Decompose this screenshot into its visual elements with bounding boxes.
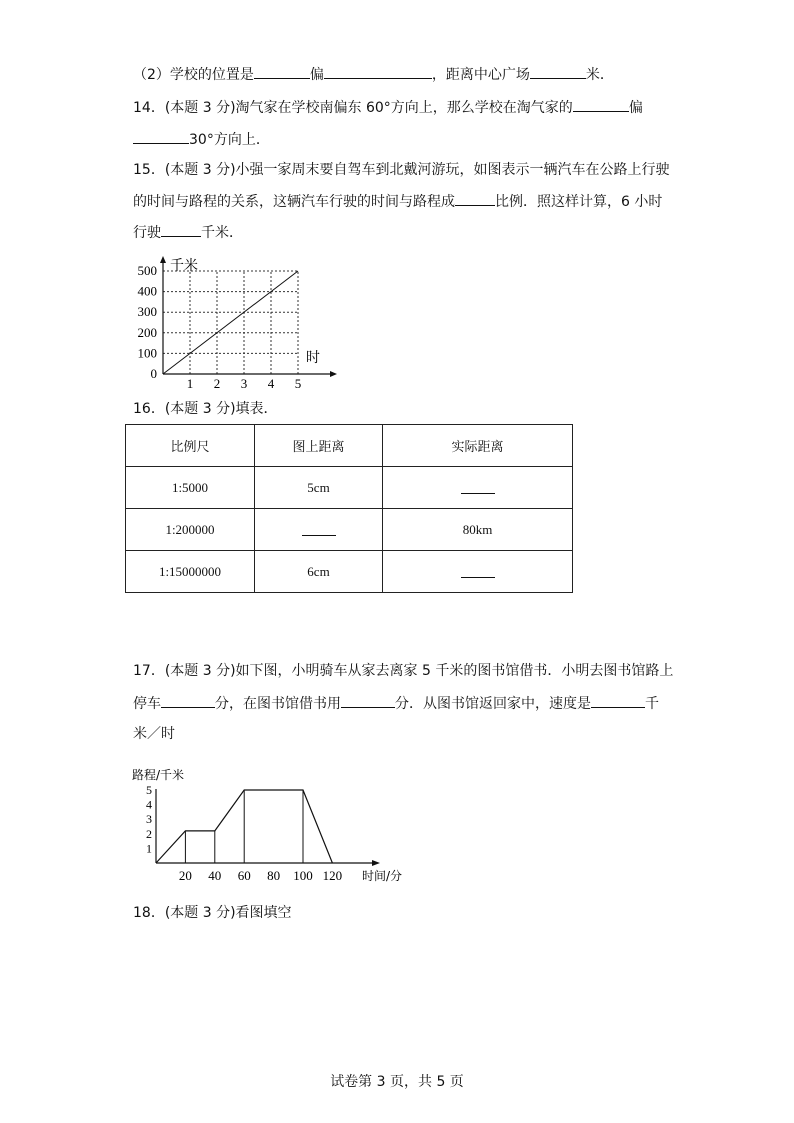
vertical-guides (185, 790, 303, 863)
q17-text2a: 停车 (133, 696, 161, 712)
y-axis-arrow (160, 256, 166, 263)
table-cell: 1:5000 (126, 467, 255, 509)
table-cell: 5cm (255, 467, 383, 509)
answer-blank[interactable] (161, 222, 201, 237)
q15-line2 (133, 191, 662, 212)
q17-line2 (133, 693, 659, 714)
q13-2-line (133, 64, 614, 85)
page-footer: 试卷第 3 页，共 5 页 (330, 1074, 464, 1090)
data-line (163, 271, 298, 374)
x-tick-label: 120 (322, 868, 343, 883)
answer-blank[interactable] (591, 693, 645, 708)
answer-blank[interactable] (573, 97, 629, 112)
q14-text2: 30°方向上． (189, 132, 270, 148)
y-tick-label: 5 (146, 783, 152, 797)
x-axis-label: 时 (306, 351, 320, 366)
answer-blank[interactable] (530, 64, 586, 79)
table-row (126, 467, 573, 509)
answer-cell[interactable] (383, 551, 573, 593)
q13-2-prefix: （2）学校的位置是 (133, 67, 254, 83)
y-tick-label: 100 (137, 345, 157, 361)
q15-line1 (133, 160, 670, 180)
table-cell: 1:200000 (126, 509, 255, 551)
x-tick-label: 100 (293, 868, 313, 883)
header-cell: 实际距离 (383, 425, 573, 467)
library-trip-chart (128, 765, 413, 887)
answer-blank[interactable] (341, 693, 395, 708)
q15-line3 (133, 222, 243, 243)
answer-blank[interactable] (302, 523, 336, 536)
answer-cell[interactable] (383, 467, 573, 509)
q14-text: 14．(本题 3 分)淘气家在学校南偏东 60°方向上，那么学校在淘气家的 (133, 100, 573, 116)
x-tick-label: 60 (237, 868, 251, 883)
answer-blank[interactable] (461, 481, 495, 494)
x-tick-label: 4 (267, 376, 275, 388)
q17-line3 (133, 724, 175, 744)
x-axis-arrow (330, 371, 337, 377)
x-tick-labels (179, 868, 342, 883)
y-tick-label: 4 (146, 797, 152, 812)
q17-line1 (133, 661, 673, 681)
q14-line1 (133, 97, 643, 118)
q16-title: 16．(本题 3 分)填表． (133, 401, 278, 417)
y-tick-labels (138, 263, 158, 381)
q15-text2b: 比例．照这样计算，6 小时 (495, 194, 663, 210)
q14-line2 (133, 129, 270, 150)
y-tick-label: 1 (146, 841, 152, 856)
answer-blank[interactable] (461, 565, 495, 578)
y-tick-label: 0 (150, 366, 157, 381)
x-tick-label: 5 (294, 376, 302, 388)
q18-text: 18．(本题 3 分)看图填空 (133, 905, 292, 921)
x-axis-arrow (372, 860, 380, 866)
y-axis-label: 路程/千米 (132, 768, 185, 782)
q17-text2b: 分，在图书馆借书用 (215, 696, 341, 712)
table-cell: 80km (383, 509, 573, 551)
y-tick-label: 2 (146, 826, 152, 841)
q14-text-end: 偏 (628, 100, 643, 116)
q17-text2d: 千 (645, 696, 659, 712)
x-tick-label: 20 (178, 868, 192, 883)
header-cell: 比例尺 (126, 425, 255, 467)
scale-table (125, 424, 573, 593)
q13-2-suffix: 米． (585, 67, 614, 83)
q17-text1: 17．(本题 3 分)如下图，小明骑车从家去离家 5 千米的图书馆借书．小明去图书馆路上 (133, 663, 674, 679)
q15-text1: 15．(本题 3 分)小强一家周末要自驾车到北戴河游玩，如图表示一辆汽车在公路上行驶 (133, 162, 670, 178)
header-cell: 图上距离 (255, 425, 383, 467)
y-axis-label: 千米 (170, 259, 198, 274)
y-tick-label: 300 (137, 304, 157, 320)
distance-time-chart (128, 252, 343, 388)
table-header-row (126, 425, 573, 467)
q17-text3: 米／时 (133, 726, 175, 742)
table-cell: 1:15000000 (126, 551, 255, 593)
x-tick-label: 3 (240, 376, 248, 388)
table-row (126, 509, 573, 551)
x-tick-label: 1 (186, 376, 194, 388)
answer-blank[interactable] (455, 191, 495, 206)
answer-blank[interactable] (161, 693, 215, 708)
x-axis-label: 时间/分 (362, 869, 403, 883)
x-tick-labels (187, 376, 302, 388)
q13-2-mid2: ，距离中心广场 (431, 67, 530, 83)
x-tick-label: 80 (267, 868, 281, 883)
q13-2-mid1: 偏 (309, 67, 324, 83)
answer-blank[interactable] (133, 129, 189, 144)
x-tick-label: 40 (208, 868, 222, 883)
table-cell: 6cm (255, 551, 383, 593)
q15-text2a: 的时间与路程的关系，这辆汽车行驶的时间与路程成 (133, 194, 455, 210)
y-tick-label: 500 (137, 263, 157, 278)
q15-text3a: 行驶 (133, 225, 161, 241)
y-tick-label: 3 (146, 812, 152, 827)
y-tick-labels (146, 783, 152, 855)
answer-blank[interactable] (324, 64, 432, 79)
q15-text3b: 千米． (201, 225, 243, 241)
x-tick-label: 2 (213, 376, 221, 388)
y-tick-label: 200 (137, 324, 157, 340)
answer-cell[interactable] (255, 509, 383, 551)
table-row (126, 551, 573, 593)
q17-text2c: 分．从图书馆返回家中，速度是 (395, 696, 591, 712)
y-tick-label: 400 (137, 283, 157, 299)
answer-blank[interactable] (254, 64, 310, 79)
